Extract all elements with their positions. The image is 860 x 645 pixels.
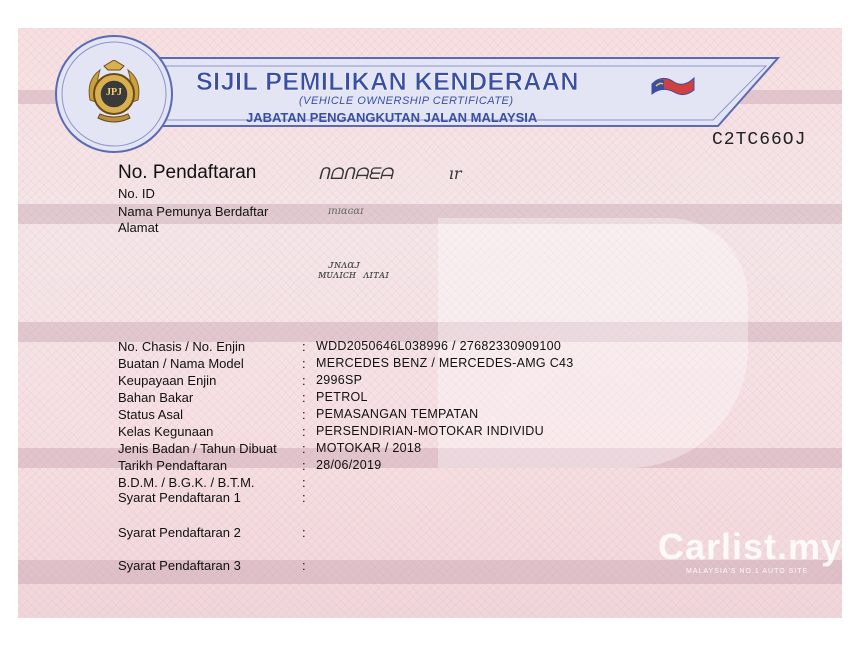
field-colon: : — [302, 558, 306, 573]
field-colon: : — [302, 407, 306, 422]
certificate-document — [18, 28, 842, 618]
fuel-type-value: PETROL — [316, 390, 368, 404]
field-label: Bahan Bakar — [118, 390, 194, 405]
jpj-emblem-icon — [82, 60, 146, 126]
make-model-value: MERCEDES BENZ / MERCEDES-AMG C43 — [316, 356, 574, 370]
field-label: Syarat Pendaftaran 3 — [118, 558, 241, 573]
engine-capacity-value: 2996SP — [316, 373, 363, 387]
flag-icon — [650, 72, 696, 101]
field-colon: : — [302, 390, 306, 405]
field-label: No. Chasis / No. Enjin — [118, 339, 246, 354]
field-colon: : — [302, 490, 306, 505]
emblem-text: JPJ — [105, 87, 123, 98]
field-colon: : — [302, 441, 306, 456]
field-label: B.D.M. / B.G.K. / B.T.M. — [118, 475, 255, 490]
field-colon: : — [302, 373, 306, 388]
carlist-tagline: MALAYSIA'S NO.1 AUTO SITE — [686, 568, 809, 575]
field-colon: : — [302, 458, 306, 473]
field-colon: : — [302, 475, 306, 490]
carlist-brand: Carlist.my — [658, 526, 842, 567]
department-name: JABATAN PENGANGKUTAN JALAN MALAYSIA — [246, 110, 538, 125]
field-label: Syarat Pendaftaran 2 — [118, 525, 241, 540]
owner-name-label: Nama Pemunya Berdaftar — [118, 204, 269, 219]
field-label: Jenis Badan / Tahun Dibuat — [118, 441, 277, 456]
field-label: Keupayaan Enjin — [118, 373, 217, 388]
field-label: Buatan / Nama Model — [118, 356, 244, 371]
chassis-engine-value: WDD2050646L038996 / 27682330909100 — [316, 339, 562, 353]
field-label: Status Asal — [118, 407, 184, 422]
registration-date-value: 28/06/2019 — [316, 458, 382, 472]
registration-number-label: No. Pendaftaran — [118, 162, 257, 183]
field-label: Syarat Pendaftaran 1 — [118, 490, 241, 505]
serial-code: C2TC66OJ — [712, 130, 807, 150]
redacted-address: ᴊɴᴧɑᴊ ᴍᴜᴧɪᴄʜ ᴧɪᴛᴀɪ — [318, 258, 389, 281]
body-type-year-value: MOTOKAR / 2018 — [316, 441, 422, 455]
field-colon: : — [302, 424, 306, 439]
field-label: Kelas Kegunaan — [118, 424, 214, 439]
field-colon: : — [302, 339, 306, 354]
redacted-owner-name: ɪnɪɑɢɑɪ — [328, 206, 364, 217]
certificate-subtitle: (VEHICLE OWNERSHIP CERTIFICATE) — [299, 95, 514, 107]
field-label: Tarikh Pendaftaran — [118, 458, 228, 473]
address-label: Alamat — [118, 220, 159, 235]
certificate-title: SIJIL PEMILIKAN KENDERAAN — [196, 68, 579, 96]
carlist-watermark — [658, 526, 842, 568]
redacted-registration-number: ᑎᗝᑎᗩᗴᗩ ır — [318, 164, 462, 183]
field-colon: : — [302, 356, 306, 371]
field-colon: : — [302, 525, 306, 540]
origin-status-value: PEMASANGAN TEMPATAN — [316, 407, 479, 421]
usage-class-value: PERSENDIRIAN-MOTOKAR INDIVIDU — [316, 424, 544, 438]
id-number-label: No. ID — [118, 186, 155, 201]
